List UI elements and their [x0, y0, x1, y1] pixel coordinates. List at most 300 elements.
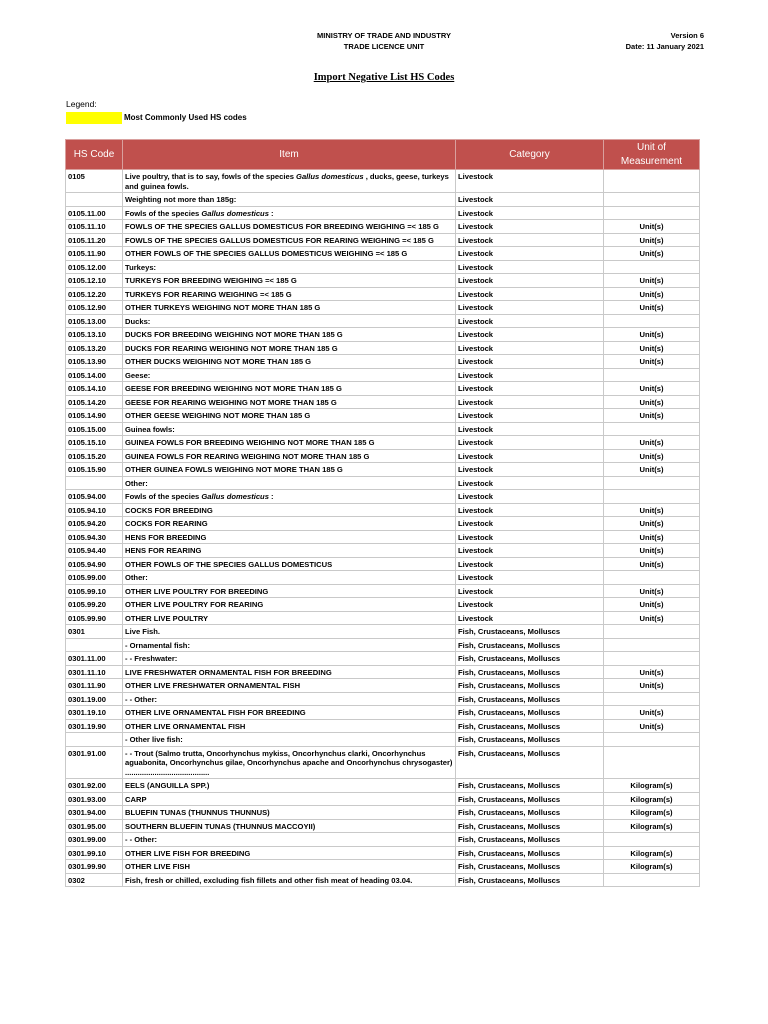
item-text: - Other live fish: [125, 735, 183, 744]
item-cell [123, 490, 456, 504]
table-row [66, 206, 700, 220]
category-cell: Fish, Crustaceans, Molluscs [456, 679, 604, 693]
table-row [66, 490, 700, 504]
category-cell: Livestock [456, 301, 604, 315]
item-text: Fowls of the species [125, 208, 202, 218]
item-text: BLUEFIN TUNAS (THUNNUS THUNNUS) [125, 808, 270, 817]
unit-cell: Unit(s) [604, 719, 700, 733]
category-cell: Fish, Crustaceans, Molluscs [456, 625, 604, 639]
table-row [66, 860, 700, 874]
unit-cell: Unit(s) [604, 328, 700, 342]
table-row [66, 625, 700, 639]
item-text: COCKS FOR BREEDING [125, 505, 213, 515]
item-text: Other: [125, 573, 148, 582]
table-row [66, 328, 700, 342]
hs-code-cell: 0105.94.90 [66, 557, 123, 571]
column-header-item: Item [123, 140, 456, 170]
category-cell: Livestock [456, 611, 604, 625]
item-cell [123, 719, 456, 733]
category-cell: Fish, Crustaceans, Molluscs [456, 665, 604, 679]
unit-cell [604, 422, 700, 436]
unit-cell [604, 476, 700, 490]
item-text: - - Freshwater: [125, 654, 178, 663]
table-row [66, 274, 700, 288]
item-text: OTHER LIVE ORNAMENTAL FISH [125, 721, 246, 731]
item-text: OTHER DUCKS WEIGHING NOT MORE THAN 185 G [125, 357, 312, 366]
item-text: Fowls of the species [125, 492, 202, 501]
item-cell [123, 792, 456, 806]
table-row [66, 779, 700, 793]
unit-cell: Kilogram(s) [604, 792, 700, 806]
hs-code-cell: 0105.94.00 [66, 490, 123, 504]
hs-code-cell: 0105.15.00 [66, 422, 123, 436]
category-cell: Fish, Crustaceans, Molluscs [456, 779, 604, 793]
hs-code-cell: 0105.99.20 [66, 598, 123, 612]
table-row [66, 846, 700, 860]
hs-code-cell [66, 733, 123, 747]
item-cell [123, 301, 456, 315]
category-cell: Livestock [456, 193, 604, 207]
unit-cell: Unit(s) [604, 557, 700, 571]
unit-cell [604, 260, 700, 274]
unit-cell: Kilogram(s) [604, 806, 700, 820]
item-cell [123, 706, 456, 720]
category-cell: Fish, Crustaceans, Molluscs [456, 792, 604, 806]
hs-code-cell: 0105.14.00 [66, 368, 123, 382]
category-cell: Livestock [456, 170, 604, 193]
item-text: OTHER LIVE ORNAMENTAL FISH FOR BREEDING [125, 708, 306, 717]
item-cell [123, 679, 456, 693]
unit-cell: Unit(s) [604, 220, 700, 234]
category-cell: Livestock [456, 314, 604, 328]
item-cell [123, 463, 456, 477]
hs-code-cell: 0105.13.00 [66, 314, 123, 328]
table-row [66, 873, 700, 887]
unit-cell: Unit(s) [604, 436, 700, 450]
category-cell: Livestock [456, 422, 604, 436]
table-row [66, 503, 700, 517]
item-text: LIVE FRESHWATER ORNAMENTAL FISH FOR BREEDING [125, 667, 332, 677]
item-cell [123, 833, 456, 847]
hs-code-cell: 0105.94.10 [66, 503, 123, 517]
item-text: GEESE FOR REARING WEIGHING NOT MORE THAN 185 G [125, 397, 337, 407]
unit-name: TRADE LICENCE UNIT [343, 42, 425, 51]
hs-code-cell: 0105.13.90 [66, 355, 123, 369]
table-row [66, 584, 700, 598]
table-row [66, 422, 700, 436]
table-row [66, 368, 700, 382]
unit-cell [604, 368, 700, 382]
item-text: TURKEYS FOR BREEDING WEIGHING =< 185 G [125, 276, 297, 285]
unit-cell: Unit(s) [604, 395, 700, 409]
item-text: OTHER LIVE FRESHWATER ORNAMENTAL FISH [125, 681, 301, 690]
table-row [66, 436, 700, 450]
item-cell [123, 692, 456, 706]
unit-cell: Kilogram(s) [604, 819, 700, 833]
item-text: EELS (ANGUILLA SPP.) [125, 781, 210, 790]
item-text: OTHER LIVE POULTRY FOR BREEDING [125, 586, 269, 596]
category-cell: Fish, Crustaceans, Molluscs [456, 638, 604, 652]
unit-cell: Unit(s) [604, 544, 700, 558]
category-cell: Fish, Crustaceans, Molluscs [456, 746, 604, 779]
legend-label: Legend: [66, 99, 97, 109]
category-cell: Fish, Crustaceans, Molluscs [456, 819, 604, 833]
item-cell [123, 170, 456, 193]
unit-cell [604, 833, 700, 847]
category-cell: Livestock [456, 247, 604, 261]
column-header-category: Category [456, 140, 604, 170]
item-text: - - Other: [125, 694, 158, 704]
hs-code-cell: 0301.92.00 [66, 779, 123, 793]
table-row [66, 517, 700, 531]
hs-code-cell: 0301.11.00 [66, 652, 123, 666]
category-cell: Fish, Crustaceans, Molluscs [456, 846, 604, 860]
category-cell: Fish, Crustaceans, Molluscs [456, 833, 604, 847]
item-text: OTHER LIVE POULTRY [125, 613, 209, 623]
document-header-center [250, 30, 518, 52]
unit-cell: Unit(s) [604, 382, 700, 396]
unit-cell: Kilogram(s) [604, 860, 700, 874]
document-header-right [544, 30, 704, 52]
table-row [66, 746, 700, 779]
category-cell: Livestock [456, 287, 604, 301]
category-cell: Livestock [456, 449, 604, 463]
unit-cell [604, 314, 700, 328]
item-cell [123, 652, 456, 666]
item-cell [123, 233, 456, 247]
category-cell: Livestock [456, 328, 604, 342]
item-text: SOUTHERN BLUEFIN TUNAS (THUNNUS MACCOYII) [125, 821, 316, 831]
item-text: Live poultry, that is to say, fowls of the species [125, 172, 297, 181]
item-text: GEESE FOR BREEDING WEIGHING NOT MORE THAN 185 G [125, 384, 342, 393]
ministry-name: MINISTRY OF TRADE AND INDUSTRY [316, 31, 452, 40]
hs-code-cell: 0301.19.90 [66, 719, 123, 733]
hs-code-cell: 0301.11.90 [66, 679, 123, 693]
hs-code-cell: 0105.12.90 [66, 301, 123, 315]
item-text: OTHER GEESE WEIGHING NOT MORE THAN 185 G [125, 411, 311, 420]
item-text: Other: [125, 478, 148, 488]
item-text: Guinea fowls: [125, 424, 175, 434]
category-cell: Livestock [456, 530, 604, 544]
table-row [66, 382, 700, 396]
unit-cell: Unit(s) [604, 665, 700, 679]
table-row [66, 611, 700, 625]
unit-cell: Kilogram(s) [604, 846, 700, 860]
unit-cell [604, 571, 700, 585]
category-cell: Livestock [456, 341, 604, 355]
item-cell [123, 806, 456, 820]
unit-cell: Unit(s) [604, 409, 700, 423]
unit-cell: Unit(s) [604, 463, 700, 477]
table-row [66, 233, 700, 247]
unit-cell: Unit(s) [604, 355, 700, 369]
category-cell: Fish, Crustaceans, Molluscs [456, 860, 604, 874]
unit-cell [604, 733, 700, 747]
hs-code-cell: 0105.99.00 [66, 571, 123, 585]
hs-code-cell: 0105.99.90 [66, 611, 123, 625]
unit-cell [604, 873, 700, 887]
table-row [66, 476, 700, 490]
hs-code-cell: 0105.11.00 [66, 206, 123, 220]
category-cell: Livestock [456, 395, 604, 409]
item-cell [123, 530, 456, 544]
item-text: COCKS FOR REARING [125, 519, 208, 528]
unit-cell [604, 652, 700, 666]
unit-cell: Unit(s) [604, 233, 700, 247]
table-row [66, 706, 700, 720]
table-row [66, 409, 700, 423]
table-row [66, 679, 700, 693]
item-cell [123, 476, 456, 490]
item-cell [123, 260, 456, 274]
hs-code-cell: 0302 [66, 873, 123, 887]
hs-code-table [65, 139, 700, 887]
category-cell: Fish, Crustaceans, Molluscs [456, 692, 604, 706]
hs-code-cell: 0301.11.10 [66, 665, 123, 679]
item-text: Gallus domesticus [201, 492, 269, 501]
item-text: - - Trout (Salmo trutta, Oncorhynchus mykiss, Oncorhynchus clarki, Oncorhynchus aguabonita, Oncorhynchus gilae, Oncorhynchus apache and Oncorhynchus chrysogaster) ........................................ [125, 748, 453, 777]
item-text: Fish, fresh or chilled, excluding fish fillets and other fish meat of heading 03.04. [125, 875, 413, 885]
table-row [66, 463, 700, 477]
category-cell: Livestock [456, 503, 604, 517]
hs-code-cell: 0105.11.90 [66, 247, 123, 261]
category-cell: Livestock [456, 571, 604, 585]
table-row [66, 193, 700, 207]
table-row [66, 792, 700, 806]
item-text: : [268, 208, 274, 218]
category-cell: Fish, Crustaceans, Molluscs [456, 719, 604, 733]
hs-code-cell: 0301.99.10 [66, 846, 123, 860]
item-cell [123, 220, 456, 234]
item-cell [123, 382, 456, 396]
item-text: Ducks: [125, 316, 151, 326]
category-cell: Livestock [456, 368, 604, 382]
category-cell: Livestock [456, 436, 604, 450]
item-text: OTHER LIVE FISH FOR BREEDING [125, 848, 251, 858]
hs-code-cell: 0105.12.10 [66, 274, 123, 288]
item-text: CARP [125, 794, 147, 804]
hs-code-cell [66, 476, 123, 490]
item-cell [123, 598, 456, 612]
table-row [66, 819, 700, 833]
table-row [66, 530, 700, 544]
category-cell: Livestock [456, 409, 604, 423]
item-cell [123, 274, 456, 288]
hs-code-cell: 0105.15.20 [66, 449, 123, 463]
category-cell: Livestock [456, 584, 604, 598]
table-row [66, 733, 700, 747]
table-row [66, 341, 700, 355]
hs-code-cell: 0301.91.00 [66, 746, 123, 779]
item-text: OTHER LIVE FISH [125, 862, 190, 871]
item-cell [123, 193, 456, 207]
item-cell [123, 287, 456, 301]
item-text: OTHER LIVE POULTRY FOR REARING [125, 600, 264, 609]
item-cell [123, 436, 456, 450]
table-row [66, 247, 700, 261]
item-cell [123, 873, 456, 887]
item-cell [123, 571, 456, 585]
item-cell [123, 341, 456, 355]
table-row [66, 806, 700, 820]
table-row [66, 449, 700, 463]
category-cell: Livestock [456, 274, 604, 288]
unit-cell [604, 746, 700, 779]
unit-cell [604, 638, 700, 652]
table-header-row [66, 140, 700, 170]
item-text: TURKEYS FOR REARING WEIGHING =< 185 G [125, 289, 292, 299]
table-row [66, 544, 700, 558]
hs-code-cell: 0301.93.00 [66, 792, 123, 806]
table-row [66, 260, 700, 274]
unit-cell [604, 193, 700, 207]
item-text: FOWLS OF THE SPECIES GALLUS DOMESTICUS FOR BREEDING WEIGHING =< 185 G [125, 222, 439, 231]
item-cell [123, 611, 456, 625]
category-cell: Livestock [456, 220, 604, 234]
item-text: : [268, 492, 274, 501]
unit-cell: Unit(s) [604, 706, 700, 720]
item-cell [123, 206, 456, 220]
item-cell [123, 779, 456, 793]
item-cell [123, 247, 456, 261]
category-cell: Livestock [456, 260, 604, 274]
item-cell [123, 503, 456, 517]
table-row [66, 301, 700, 315]
category-cell: Livestock [456, 517, 604, 531]
hs-code-cell: 0105 [66, 170, 123, 193]
hs-code-cell: 0301.19.00 [66, 692, 123, 706]
category-cell: Livestock [456, 233, 604, 247]
hs-code-cell: 0105.13.10 [66, 328, 123, 342]
hs-code-cell: 0105.15.90 [66, 463, 123, 477]
category-cell: Livestock [456, 557, 604, 571]
unit-cell: Kilogram(s) [604, 779, 700, 793]
table-row [66, 833, 700, 847]
item-text: GUINEA FOWLS FOR BREEDING WEIGHING NOT MORE THAN 185 G [125, 438, 375, 447]
category-cell: Fish, Crustaceans, Molluscs [456, 652, 604, 666]
item-cell [123, 557, 456, 571]
hs-code-cell: 0105.14.10 [66, 382, 123, 396]
table-row [66, 692, 700, 706]
category-cell: Fish, Crustaceans, Molluscs [456, 733, 604, 747]
item-text: Live Fish. [125, 627, 161, 636]
item-text: , ducks, geese, turkeys and guinea fowls. [125, 172, 449, 191]
item-cell [123, 819, 456, 833]
table-row [66, 170, 700, 193]
table-row [66, 287, 700, 301]
unit-cell [604, 490, 700, 504]
item-text: HENS FOR BREEDING [125, 532, 207, 542]
item-cell [123, 449, 456, 463]
hs-code-cell: 0301 [66, 625, 123, 639]
hs-code-cell: 0301.94.00 [66, 806, 123, 820]
date-label: Date: 11 January 2021 [625, 42, 704, 51]
column-header-hs-code: HS Code [66, 140, 123, 170]
item-text: Geese: [125, 370, 151, 380]
item-text: DUCKS FOR REARING WEIGHING NOT MORE THAN 185 G [125, 343, 338, 353]
item-text: GUINEA FOWLS FOR REARING WEIGHING NOT MORE THAN 185 G [125, 451, 370, 461]
hs-code-cell: 0301.95.00 [66, 819, 123, 833]
item-cell [123, 517, 456, 531]
page-title: Import Negative List HS Codes [313, 72, 455, 83]
category-cell: Fish, Crustaceans, Molluscs [456, 806, 604, 820]
table-row [66, 571, 700, 585]
table-row [66, 355, 700, 369]
item-text: Gallus domesticus [296, 172, 364, 181]
unit-cell [604, 625, 700, 639]
table-row [66, 598, 700, 612]
table-row [66, 395, 700, 409]
hs-code-cell: 0301.99.00 [66, 833, 123, 847]
unit-cell [604, 692, 700, 706]
item-cell [123, 328, 456, 342]
item-cell [123, 395, 456, 409]
item-text: Turkeys: [125, 262, 157, 272]
item-cell [123, 584, 456, 598]
item-text: OTHER FOWLS OF THE SPECIES GALLUS DOMESTICUS [125, 559, 333, 569]
unit-cell: Unit(s) [604, 449, 700, 463]
item-cell [123, 860, 456, 874]
category-cell: Fish, Crustaceans, Molluscs [456, 706, 604, 720]
table-row [66, 652, 700, 666]
unit-cell: Unit(s) [604, 517, 700, 531]
table-row [66, 220, 700, 234]
column-header-unit: Unit of Measurement [604, 140, 700, 170]
item-cell [123, 355, 456, 369]
unit-cell: Unit(s) [604, 301, 700, 315]
hs-code-cell: 0105.94.30 [66, 530, 123, 544]
category-cell: Livestock [456, 476, 604, 490]
unit-cell: Unit(s) [604, 287, 700, 301]
hs-code-cell: 0105.12.00 [66, 260, 123, 274]
hs-code-cell: 0105.94.20 [66, 517, 123, 531]
item-text: OTHER GUINEA FOWLS WEIGHING NOT MORE THAN 185 G [125, 465, 343, 474]
unit-cell: Unit(s) [604, 611, 700, 625]
hs-code-cell: 0105.99.10 [66, 584, 123, 598]
hs-code-cell: 0105.11.20 [66, 233, 123, 247]
hs-code-cell: 0105.94.40 [66, 544, 123, 558]
item-cell [123, 544, 456, 558]
category-cell: Livestock [456, 544, 604, 558]
table-row [66, 665, 700, 679]
category-cell: Livestock [456, 490, 604, 504]
item-text: OTHER TURKEYS WEIGHING NOT MORE THAN 185 G [125, 303, 321, 312]
category-cell: Livestock [456, 355, 604, 369]
category-cell: Livestock [456, 382, 604, 396]
hs-code-cell: 0105.14.90 [66, 409, 123, 423]
table-row [66, 638, 700, 652]
item-text: Weighting not more than 185g: [125, 195, 237, 204]
item-cell [123, 368, 456, 382]
table-row [66, 314, 700, 328]
item-cell [123, 665, 456, 679]
hs-code-cell: 0105.15.10 [66, 436, 123, 450]
legend-highlight-swatch [66, 112, 122, 124]
version-label: Version 6 [670, 31, 704, 40]
item-text: DUCKS FOR BREEDING WEIGHING NOT MORE THAN 185 G [125, 330, 343, 339]
hs-code-cell: 0301.99.90 [66, 860, 123, 874]
item-cell [123, 846, 456, 860]
category-cell: Livestock [456, 598, 604, 612]
hs-code-cell: 0301.19.10 [66, 706, 123, 720]
item-text: HENS FOR REARING [125, 546, 202, 555]
unit-cell: Unit(s) [604, 341, 700, 355]
hs-code-cell [66, 638, 123, 652]
legend-text: Most Commonly Used HS codes [124, 113, 247, 122]
hs-code-cell: 0105.14.20 [66, 395, 123, 409]
item-cell [123, 409, 456, 423]
unit-cell: Unit(s) [604, 274, 700, 288]
